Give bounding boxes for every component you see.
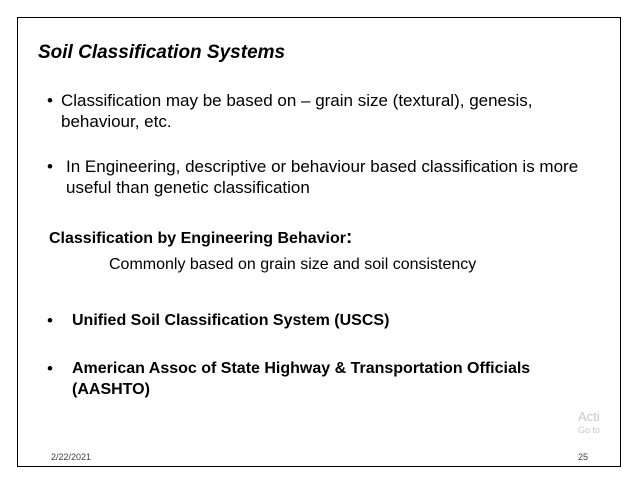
bullet-marker: • (47, 311, 53, 330)
slide-title: Soil Classification Systems (38, 42, 286, 63)
system-text: American Assoc of State Highway & Transportation Officials (AASHTO) (72, 360, 531, 398)
bullet-marker: • (47, 91, 53, 110)
watermark-line2: Go to (578, 425, 601, 435)
subheading-colon: : (345, 227, 353, 248)
system-text: Unified Soil Classification System (USCS) (72, 312, 390, 329)
bullet-marker: • (47, 359, 53, 378)
section-subtext: Commonly based on grain size and soil consistency (109, 256, 477, 273)
activation-watermark (578, 409, 600, 436)
footer-date: 2/22/2021 (51, 452, 92, 462)
bullet-text: In Engineering, descriptive or behaviour based classification is more useful than genetic classification (66, 157, 579, 197)
bullet-marker: • (47, 157, 53, 176)
bullet-text: Classification may be based on – grain size (textural), genesis, behaviour, etc. (61, 91, 533, 131)
section-subheading (49, 227, 352, 249)
watermark-line1: Acti (578, 409, 600, 424)
slide (17, 17, 621, 467)
page-number: 25 (578, 452, 589, 462)
subheading-text: Classification by Engineering Behavior (49, 230, 346, 247)
